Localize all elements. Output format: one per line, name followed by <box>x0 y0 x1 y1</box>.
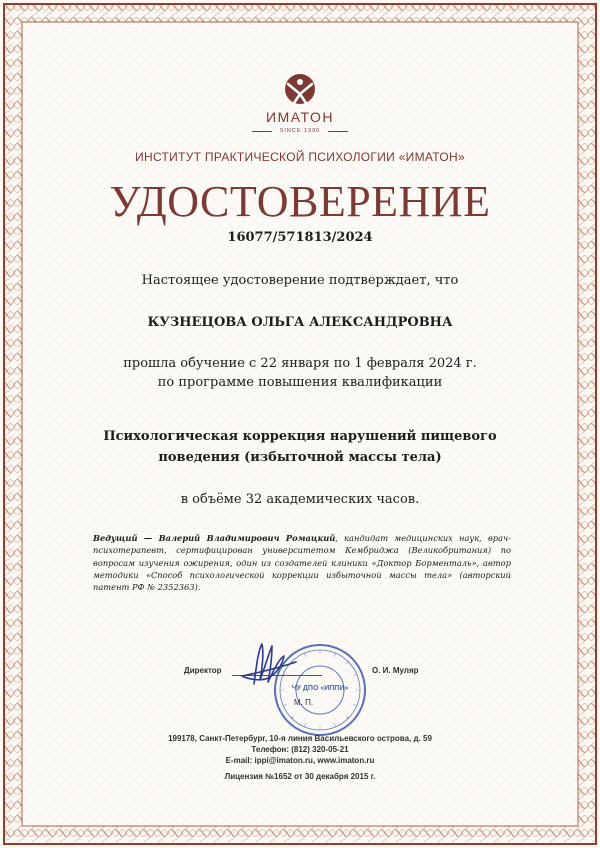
since-line-right <box>328 131 348 132</box>
certificate-number: 16077/571813/2024 <box>227 230 373 245</box>
stamp-place-label: М. П. <box>294 698 314 707</box>
director-name: О. И. Муляр <box>372 666 419 675</box>
confirmation-text: Настоящее удостоверение подтверждает, что <box>141 273 459 288</box>
lead-instructor-description: , кандидат медицинских наук, врач-психотерапевт, сертифицирован университетом Кембриджа (Великобритания) по вопросам изучения ожирения, один из создателей клиники «Доктор Борменталь», автор методики «Способ психологической коррекции избыточной массы тела» (авторский патент РФ № 2352363). <box>93 533 511 593</box>
training-period: прошла обучение с 22 января по 1 февраля 2024 г. <box>123 356 477 371</box>
training-type: по программе повышения квалификации <box>157 375 443 390</box>
hours-text: в объёме 32 академических часов. <box>180 492 420 507</box>
imaton-logo-icon <box>270 72 330 112</box>
footer-license: Лицензия №1652 от 30 декабря 2015 г. <box>224 772 376 781</box>
institute-name: ИНСТИТУТ ПРАКТИЧЕСКОЙ ПСИХОЛОГИИ «ИМАТОН» <box>135 150 465 164</box>
since-year: SINCE 1990 <box>279 128 321 134</box>
program-title-line2: поведения (избыточной массы тела) <box>158 450 442 465</box>
recipient-name: КУЗНЕЦОВА ОЛЬГА АЛЕКСАНДРОВНА <box>147 315 453 330</box>
document-title: УДОСТОВЕРЕНИЕ <box>109 177 491 226</box>
lead-instructor-paragraph <box>93 532 511 593</box>
director-label: Директор <box>184 666 222 675</box>
brand-name: ИМАТОН <box>266 109 334 125</box>
program-title-line1: Психологическая коррекция нарушений пищевого <box>103 429 497 444</box>
seal-label: ЧУ ДПО «ИППИ» <box>291 685 349 692</box>
footer-email: E-mail: ippi@imaton.ru, www.imaton.ru <box>225 756 375 765</box>
footer-address: 199178, Санкт-Петербург, 10-я линия Васильевского острова, д. 59 <box>168 734 432 743</box>
lead-instructor-label: Ведущий — Валерий Владимирович Ромацкий <box>93 533 336 543</box>
director-signature-icon <box>232 640 302 688</box>
footer-phone: Телефон: (812) 320-05-21 <box>251 745 349 754</box>
